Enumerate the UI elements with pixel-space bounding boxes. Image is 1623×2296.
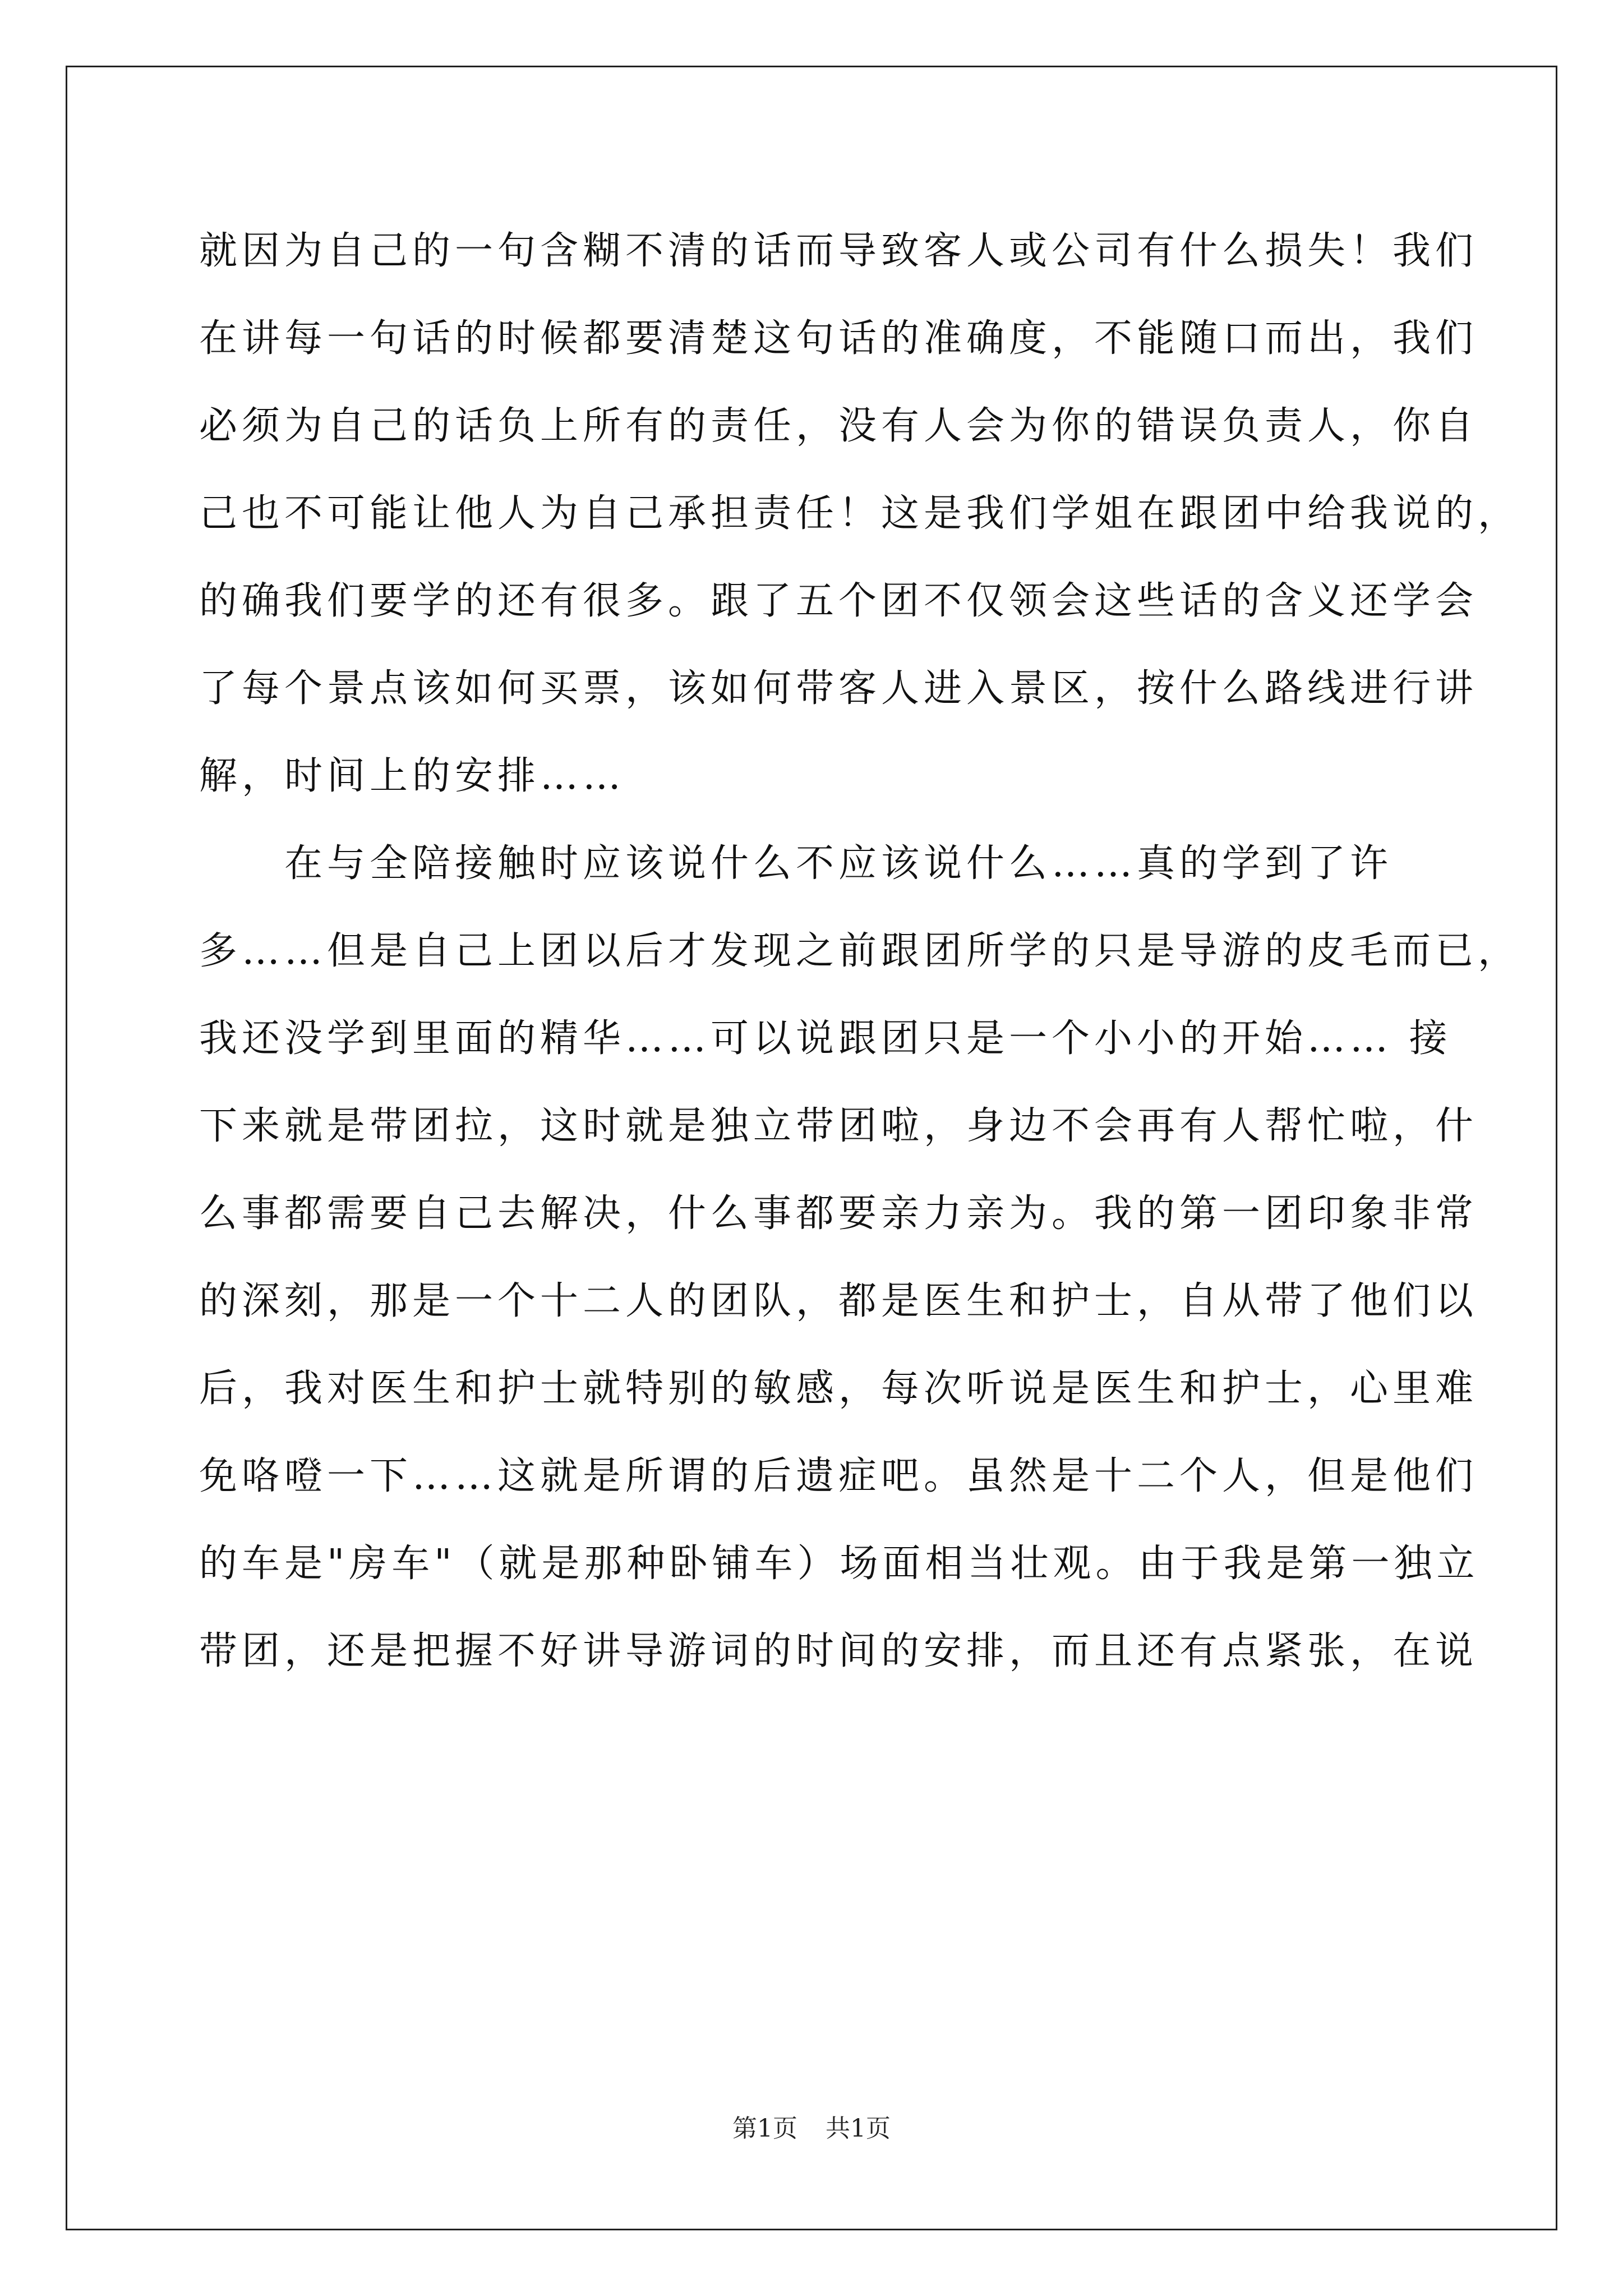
page-footer <box>0 2108 1623 2144</box>
text-line: 么事都需要自己去解决，什么事都要亲力亲为。我的第一团印象非常 <box>199 1191 1478 1236</box>
text-line: 在讲每一句话的时候都要清楚这句话的准确度，不能随口而出，我们 <box>199 316 1478 361</box>
text-line: 的车是"房车"（就是那种卧铺车）场面相当壮观。由于我是第一独立 <box>199 1542 1479 1586</box>
text-line: 带团，还是把握不好讲导游词的时间的安排，而且还有点紧张，在说 <box>199 1629 1478 1673</box>
text-line: 的确我们要学的还有很多。跟了五个团不仅领会这些话的含义还学会 <box>199 579 1478 623</box>
text-line: 免咯噔一下……这就是所谓的后遗症吧。虽然是十二个人，但是他们 <box>199 1454 1478 1498</box>
text-line: 己也不可能让他人为自己承担责任！这是我们学姐在跟团中给我说的， <box>199 491 1521 536</box>
text-line: 必须为自己的话负上所有的责任，没有人会为你的错误负责人，你自 <box>199 404 1478 448</box>
text-line: 解，时间上的安排…… <box>199 754 626 798</box>
document-body <box>199 208 1521 1695</box>
text-line: 的深刻，那是一个十二人的团队，都是医生和护士，自从带了他们以 <box>199 1279 1478 1323</box>
paragraph-start-line: 在与全陪接触时应该说什么不应该说什么……真的学到了许 <box>284 841 1393 886</box>
page-total: 共1页 <box>826 2114 891 2143</box>
text-line: 我还没学到里面的精华……可以说跟团只是一个小小的开始…… 接 <box>199 1016 1452 1061</box>
text-line: 多……但是自己上团以后才发现之前跟团所学的只是导游的皮毛而已， <box>199 929 1521 973</box>
text-line: 后，我对医生和护士就特别的敏感，每次听说是医生和护士，心里难 <box>199 1366 1478 1411</box>
text-line: 下来就是带团拉，这时就是独立带团啦，身边不会再有人帮忙啦，什 <box>199 1104 1478 1148</box>
text-line: 就因为自己的一句含糊不清的话而导致客人或公司有什么损失！我们 <box>199 229 1478 273</box>
page-number: 第1页 <box>732 2114 797 2143</box>
text-line: 了每个景点该如何买票，该如何带客人进入景区，按什么路线进行讲 <box>199 666 1478 711</box>
